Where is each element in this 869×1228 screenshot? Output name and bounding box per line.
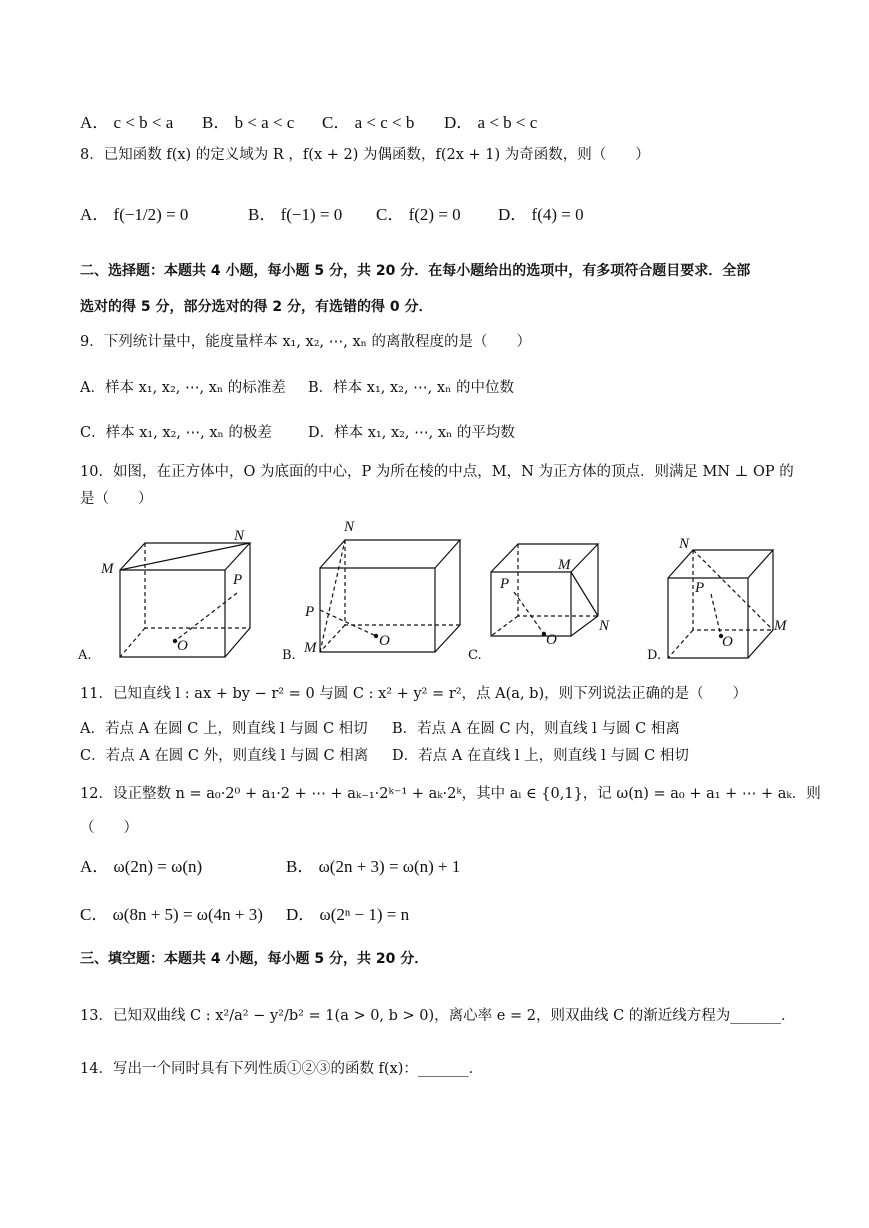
q12-option-d: D． ω(2ⁿ − 1) = n xyxy=(286,905,410,924)
q9-option-c: C．样本 x₁, x₂, ⋯, xₙ 的极差 xyxy=(80,425,272,441)
q13-stem: 13．已知双曲线 C : x²/a² − y²/b² = 1(a > 0, b > 0)，离心率 e = 2，则双曲线 C 的渐近线方程为_______． xyxy=(80,1008,796,1024)
fig-b-p: P xyxy=(305,604,315,620)
fig-a-label: A. xyxy=(78,648,92,663)
q8-option-b: B． f(−1) = 0 xyxy=(248,205,343,224)
section-3-heading: 三、填空题：本题共 4 小题，每小题 5 分，共 20 分． xyxy=(80,951,429,967)
fig-b-m: M xyxy=(304,640,317,656)
q11-option-d: D．若点 A 在直线 l 上，则直线 l 与圆 C 相切 xyxy=(392,748,689,764)
q9-option-a: A．样本 x₁, x₂, ⋯, xₙ 的标准差 xyxy=(80,380,286,396)
q8-option-a: A． f(−1/2) = 0 xyxy=(80,205,189,224)
fig-b-label: B. xyxy=(282,648,296,663)
q12-option-b: B． ω(2n + 3) = ω(n) + 1 xyxy=(286,857,461,876)
q9-options-row1 xyxy=(80,376,514,397)
fig-d-o: O xyxy=(722,634,733,650)
q10-cube-figures xyxy=(0,510,869,670)
q10-stem-cont: 是（ ） xyxy=(80,491,153,507)
fig-c-n: N xyxy=(599,618,610,634)
q7-option-d: D． a < b < c xyxy=(444,113,538,132)
q11-options-row2 xyxy=(80,744,689,765)
fig-d-p: P xyxy=(695,580,705,596)
fig-a-m: M xyxy=(101,561,114,577)
q11-option-a: A．若点 A 在圆 C 上，则直线 l 与圆 C 相切 xyxy=(80,721,368,737)
fig-a-p: P xyxy=(233,572,243,588)
fig-d-label: D. xyxy=(647,648,662,663)
fig-b-o: O xyxy=(379,633,390,649)
q11-options-row1 xyxy=(80,717,680,738)
q12-option-c: C． ω(8n + 5) = ω(4n + 3) xyxy=(80,905,263,924)
fig-d-m: M xyxy=(774,618,787,634)
q7-option-b: B． b < a < c xyxy=(202,113,295,132)
q8-options xyxy=(80,200,584,225)
q11-stem: 11．已知直线 l : ax + by − r² = 0 与圆 C : x² + y² = r²，点 A(a, b)，则下列说法正确的是（ ） xyxy=(80,686,748,702)
fig-c-label: C. xyxy=(468,648,482,663)
q12-stem: 12．设正整数 n = a₀·2⁰ + a₁·2 + ⋯ + aₖ₋₁·2ᵏ⁻¹ + aₖ·2ᵏ，其中 aᵢ ∈ {0,1}，记 ω(n) = a₀ + a₁ + ⋯ + aₖ．则 xyxy=(80,786,821,802)
q12-options-row2 xyxy=(80,900,409,925)
q7-option-c: C． a < c < b xyxy=(322,113,415,132)
q10-stem: 10．如图，在正方体中，O 为底面的中心，P 为所在棱的中点，M，N 为正方体的顶点．则满足 MN ⊥ OP 的 xyxy=(80,464,794,480)
fig-d-n: N xyxy=(679,536,690,552)
fig-a-n: N xyxy=(234,528,245,544)
q7-option-a: A． c < b < a xyxy=(80,113,174,132)
q8-option-d: D． f(4) = 0 xyxy=(498,205,584,224)
cube-figure-d xyxy=(668,550,773,658)
fig-c-o: O xyxy=(546,632,557,648)
q8-stem: 8．已知函数 f(x) 的定义域为 R ，f(x + 2) 为偶函数，f(2x + 1) 为奇函数，则（ ） xyxy=(80,147,650,163)
q7-options xyxy=(80,108,537,133)
q9-stem: 9．下列统计量中，能度量样本 x₁, x₂, ⋯, xₙ 的离散程度的是（ ） xyxy=(80,334,532,350)
q9-option-d: D．样本 x₁, x₂, ⋯, xₙ 的平均数 xyxy=(308,425,515,441)
fig-a-o: O xyxy=(177,638,188,654)
section-2-heading-cont: 选对的得 5 分，部分选对的得 2 分，有选错的得 0 分． xyxy=(80,299,433,315)
cube-figure-b xyxy=(320,540,460,652)
fig-c-m: M xyxy=(558,557,571,573)
q9-options-row2 xyxy=(80,421,515,442)
q14-stem: 14．写出一个同时具有下列性质①②③的函数 f(x)：_______． xyxy=(80,1061,484,1077)
section-2-heading: 二、选择题：本题共 4 小题，每小题 5 分，共 20 分．在每小题给出的选项中，有多项符合题目要求．全部 xyxy=(80,263,751,279)
q11-option-c: C．若点 A 在圆 C 外，则直线 l 与圆 C 相离 xyxy=(80,748,369,764)
q12-options-row1 xyxy=(80,852,460,877)
fig-c-p: P xyxy=(500,576,510,592)
q11-option-b: B．若点 A 在圆 C 内，则直线 l 与圆 C 相离 xyxy=(392,721,680,737)
q9-option-b: B．样本 x₁, x₂, ⋯, xₙ 的中位数 xyxy=(308,380,514,396)
q12-option-a: A． ω(2n) = ω(n) xyxy=(80,857,203,876)
fig-b-n: N xyxy=(344,519,355,535)
q8-option-c: C． f(2) = 0 xyxy=(376,205,461,224)
q12-stem-cont: （ ） xyxy=(80,820,138,836)
